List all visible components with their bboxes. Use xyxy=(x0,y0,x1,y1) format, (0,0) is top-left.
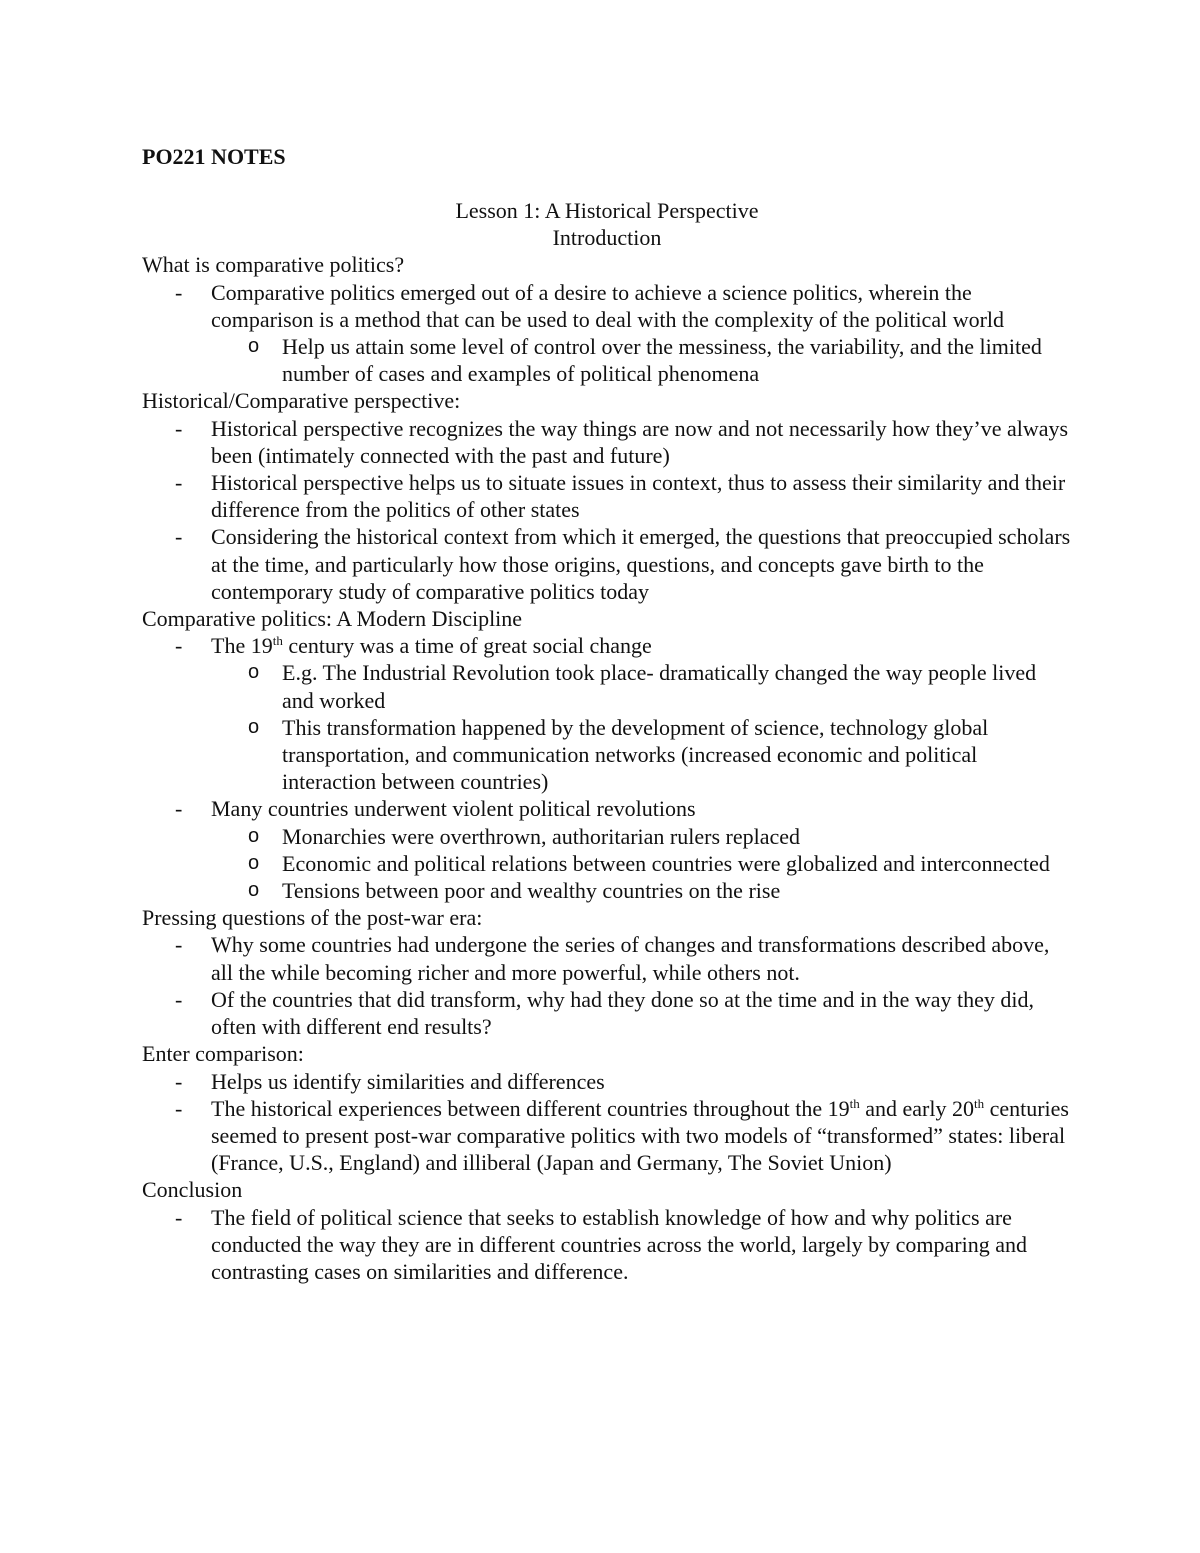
sub-bullet-list xyxy=(211,333,1072,387)
superscript: th xyxy=(849,1095,860,1111)
list-item xyxy=(142,279,1072,388)
dash-bullet: - xyxy=(175,524,183,550)
section-heading: Pressing questions of the post-war era: xyxy=(142,905,483,931)
dash-bullet: - xyxy=(175,932,183,958)
dash-bullet: - xyxy=(175,1204,183,1230)
list-item-text: Why some countries had undergone the series of changes and transformations described above, all the while becoming richer and more powerful, while others not. xyxy=(211,932,1050,985)
section-what-is-comparative-politics xyxy=(142,251,1072,387)
list-item-text xyxy=(211,633,652,658)
lesson-title: Lesson 1: A Historical Perspective xyxy=(455,198,759,223)
sub-list-item-text: Economic and political relations between countries were globalized and interconnected xyxy=(282,850,1050,876)
section-heading: Enter comparison: xyxy=(142,1041,304,1067)
text-fragment: century was a time of great social change xyxy=(282,633,652,659)
list-item-text xyxy=(211,1096,1069,1175)
section-heading: What is comparative politics? xyxy=(142,252,405,278)
sub-list-item-text: Help us attain some level of control over the messiness, the variability, and the limited number of cases and examples of political phenomena xyxy=(282,334,1042,387)
list-item-text: Historical perspective recognizes the way things are now and not necessarily how they’ve always been (intimately connected with the past and future) xyxy=(211,415,1069,468)
list-item-text: Helps us identify similarities and differences xyxy=(211,1068,605,1094)
sub-list-item xyxy=(211,877,1072,904)
list-item xyxy=(142,632,1072,795)
section-heading: Comparative politics: A Modern Discipline xyxy=(142,606,523,632)
section-pressing-questions xyxy=(142,904,1072,1040)
list-item-text: Considering the historical context from which it emerged, the questions that preoccupied scholars at the time, and particularly how those origins, questions, and concepts gave birth to the contemporary study of comparative politics today xyxy=(211,524,1071,604)
bullet-list xyxy=(142,279,1072,388)
sub-list-item xyxy=(211,714,1072,796)
circle-bullet: o xyxy=(248,851,260,874)
list-item-text: Many countries underwent violent political revolutions xyxy=(211,796,696,822)
circle-bullet: o xyxy=(248,824,260,847)
sub-list-item xyxy=(211,823,1072,850)
document-title: PO221 NOTES xyxy=(142,144,286,169)
dash-bullet: - xyxy=(175,986,183,1012)
bullet-list xyxy=(142,931,1072,1040)
sub-list-item xyxy=(211,333,1072,387)
lesson-header xyxy=(142,197,1072,251)
bullet-list xyxy=(142,632,1072,904)
bullet-list xyxy=(142,1068,1072,1177)
text-fragment: and early 20 xyxy=(859,1095,974,1121)
section-conclusion xyxy=(142,1176,1072,1285)
lesson-subtitle: Introduction xyxy=(552,225,662,251)
section-enter-comparison xyxy=(142,1040,1072,1176)
sub-list-item-text: Monarchies were overthrown, authoritarian rulers replaced xyxy=(282,823,800,849)
circle-bullet: o xyxy=(248,715,260,738)
circle-bullet: o xyxy=(248,879,260,902)
dash-bullet: - xyxy=(175,1068,183,1094)
list-item-text: Comparative politics emerged out of a desire to achieve a science politics, wherein the comparison is a method that can be used to deal with the complexity of the political world xyxy=(211,279,1005,332)
list-item xyxy=(142,795,1072,904)
list-item xyxy=(142,1095,1072,1177)
dash-bullet: - xyxy=(175,796,183,822)
dash-bullet: - xyxy=(175,415,183,441)
section-heading: Historical/Comparative perspective: xyxy=(142,388,461,414)
sub-list-item xyxy=(211,659,1072,713)
list-item-text: Historical perspective helps us to situate issues in context, thus to assess their similarity and their difference from the politics of other states xyxy=(211,470,1066,523)
list-item xyxy=(142,986,1072,1040)
circle-bullet: o xyxy=(248,661,260,684)
circle-bullet: o xyxy=(248,335,260,358)
dash-bullet: - xyxy=(175,470,183,496)
dash-bullet: - xyxy=(175,633,183,659)
list-item xyxy=(142,931,1072,985)
list-item-text: The field of political science that seeks to establish knowledge of how and why politics are conducted the way they are in different countries across the world, largely by comparing and contrasting cases on similarities and difference. xyxy=(211,1204,1027,1284)
sub-list-item-text: Tensions between poor and wealthy countries on the rise xyxy=(282,878,781,904)
section-modern-discipline xyxy=(142,605,1072,904)
text-fragment: The historical experiences between different countries throughout the 19 xyxy=(211,1095,850,1121)
document-content xyxy=(142,143,1072,1285)
text-fragment: centuries seemed to present post-war comparative politics with two models of “transformed” states: liberal (France, U.S., England) and illiberal (Japan and Germany, The Soviet Union) xyxy=(211,1095,1069,1176)
dash-bullet: - xyxy=(175,1095,183,1121)
list-item xyxy=(142,1068,1072,1095)
sub-bullet-list xyxy=(211,659,1072,795)
dash-bullet: - xyxy=(175,279,183,305)
text-fragment: The 19 xyxy=(211,633,273,659)
sub-list-item-text: This transformation happened by the development of science, technology global transportation, and communication networks (increased economic and political interaction between countries) xyxy=(282,714,989,795)
section-historical-comparative-perspective xyxy=(142,387,1072,605)
list-item xyxy=(142,523,1072,605)
list-item xyxy=(142,415,1072,469)
list-item xyxy=(142,469,1072,523)
sub-bullet-list xyxy=(211,823,1072,905)
superscript: th xyxy=(272,633,283,649)
section-heading: Conclusion xyxy=(142,1177,243,1203)
bullet-list xyxy=(142,1204,1072,1286)
list-item xyxy=(142,1204,1072,1286)
list-item-text: Of the countries that did transform, why had they done so at the time and in the way they did, often with different end results? xyxy=(211,986,1034,1040)
sub-list-item-text: E.g. The Industrial Revolution took place- dramatically changed the way people lived and worked xyxy=(282,660,1037,713)
superscript: th xyxy=(973,1095,985,1111)
bullet-list xyxy=(142,415,1072,605)
sub-list-item xyxy=(211,850,1072,877)
